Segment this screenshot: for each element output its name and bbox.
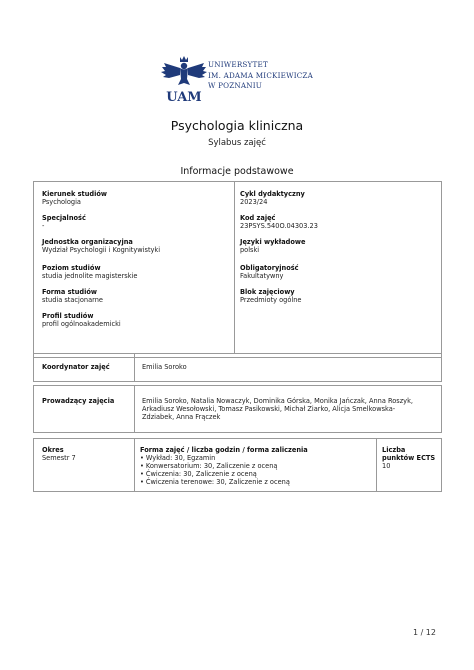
field-value: Przedmioty ogólne <box>240 296 302 304</box>
column-divider <box>134 386 135 432</box>
section-title: Informacje podstawowe <box>180 166 294 177</box>
class-forms-list <box>140 454 308 486</box>
field-value: polski <box>240 246 260 254</box>
column-divider <box>134 354 135 381</box>
field-kierunek <box>42 190 107 206</box>
logo-line-1: UNIWERSYTET <box>208 60 268 69</box>
field-label: punktów ECTS <box>382 454 436 462</box>
field-label: Kierunek studiów <box>42 190 108 198</box>
field-kod <box>240 214 318 230</box>
logo-text <box>208 60 313 92</box>
instructors-line: Zdziabek, Anna Frączek <box>142 413 221 421</box>
logo-line-2: IM. ADAMA MICKIEWICZA <box>208 70 314 80</box>
field-label: Obligatoryjność <box>240 264 299 272</box>
field-ects <box>382 446 435 470</box>
field-label: Cykl dydaktyczny <box>240 190 305 198</box>
field-forma-zajec <box>140 446 308 486</box>
field-label: Profil studiów <box>42 312 94 320</box>
field-poziom <box>42 264 137 280</box>
field-cykl <box>240 190 305 206</box>
field-label: Forma zajęć / liczba godzin / forma zaliczenia <box>140 446 308 454</box>
field-value: 23PSYS.540O.04303.23 <box>240 222 318 230</box>
field-obligatoryjnosc <box>240 264 299 280</box>
field-value: studia jednolite magisterskie <box>42 272 138 280</box>
field-label: Poziom studiów <box>42 264 101 272</box>
coordinator-row <box>33 353 442 382</box>
page-title: Psychologia kliniczna <box>170 118 304 133</box>
list-item: • Wykład: 30, Egzamin <box>140 454 308 462</box>
field-profil <box>42 312 121 328</box>
coordinator-label: Koordynator zajęć <box>42 363 110 371</box>
field-value: 10 <box>382 462 391 470</box>
instructors-list <box>142 397 413 421</box>
field-blok <box>240 288 301 304</box>
field-label: Kod zajęć <box>240 214 276 222</box>
field-value: Semestr 7 <box>42 454 76 462</box>
page-subtitle: Sylabus zajęć <box>208 138 266 148</box>
field-jednostka <box>42 238 160 254</box>
field-label: Specjalność <box>42 214 86 222</box>
instructors-row <box>33 385 442 433</box>
field-jezyki <box>240 238 306 254</box>
field-label: Forma studiów <box>42 288 98 296</box>
field-label: Blok zajęciowy <box>240 288 295 296</box>
field-value: Fakultatywny <box>240 272 284 280</box>
instructors-line: Emilia Soroko, Natalia Nowaczyk, Dominika Górska, Monika Jańczak, Anna Roszyk, <box>142 397 414 405</box>
field-forma <box>42 288 103 304</box>
page-number: 1 / 12 <box>412 628 436 637</box>
eagle-emblem-icon <box>160 55 208 105</box>
instructors-line: Arkadiusz Wesołowski, Tomasz Pasikowski, Michał Ziarko, Alicja Smelkowska- <box>142 405 396 413</box>
instructors-label: Prowadzący zajęcia <box>42 397 115 405</box>
logo-line-3: W POZNANIU <box>208 81 263 90</box>
university-logo <box>158 55 328 105</box>
field-label: Okres <box>42 446 64 454</box>
field-label: Liczba <box>382 446 406 454</box>
field-value: Wydział Psychologii i Kognitywistyki <box>42 246 161 254</box>
field-value: Psychologia <box>42 198 81 206</box>
field-label: Jednostka organizacyjna <box>42 238 133 246</box>
column-divider <box>134 439 135 491</box>
list-item: • Ćwiczenia terenowe: 30, Zaliczenie z oceną <box>140 478 308 486</box>
column-divider <box>376 439 377 491</box>
field-label: Języki wykładowe <box>240 238 306 246</box>
period-forms-ects-table <box>33 438 442 492</box>
coordinator-value: Emilia Soroko <box>142 363 187 371</box>
column-divider <box>234 182 235 353</box>
field-okres <box>42 446 76 462</box>
list-item: • Konwersatorium: 30, Zaliczenie z oceną <box>140 462 308 470</box>
basic-info-table <box>33 181 442 358</box>
field-specjalnosc <box>42 214 86 230</box>
list-item: • Ćwiczenia: 30, Zaliczenie z oceną <box>140 470 308 478</box>
field-value: studia stacjonarne <box>42 296 103 304</box>
field-value: 2023/24 <box>240 198 268 206</box>
logo-monogram: UAM <box>166 90 202 105</box>
field-value: - <box>42 222 45 230</box>
field-value: profil ogólnoakademicki <box>42 320 121 328</box>
